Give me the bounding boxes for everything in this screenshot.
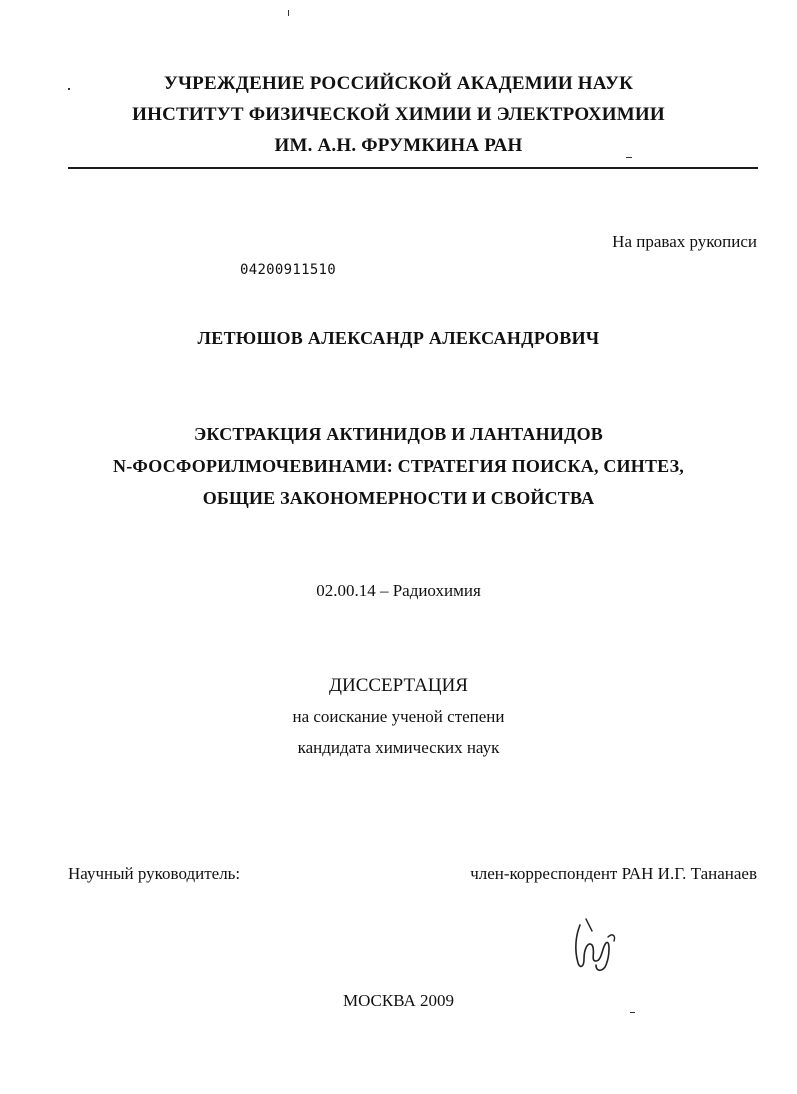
scan-speck	[626, 157, 632, 158]
institution-line-3: ИМ. А.Н. ФРУМКИНА РАН	[274, 135, 523, 156]
document-code: 04200911510	[240, 262, 337, 278]
scan-speck	[630, 1012, 635, 1013]
thesis-degree-line-2: кандидата химических наук	[297, 738, 500, 757]
header-divider	[68, 167, 758, 169]
city-year: МОСКВА 2009	[342, 991, 455, 1010]
thesis-degree-line-1: на соискание ученой степени	[292, 707, 505, 726]
author-name: ЛЕТЮШОВ АЛЕКСАНДР АЛЕКСАНДРОВИЧ	[197, 328, 600, 348]
title-line-1: ЭКСТРАКЦИЯ АКТИНИДОВ И ЛАНТАНИДОВ	[193, 424, 604, 444]
manuscript-rights-note: На правах рукописи	[612, 232, 757, 251]
title-line-3: ОБЩИЕ ЗАКОНОМЕРНОСТИ И СВОЙСТВА	[202, 488, 595, 508]
supervisor-name: член-корреспондент РАН И.Г. Тананаев	[470, 864, 757, 883]
scan-speck	[288, 10, 289, 16]
thesis-type: ДИССЕРТАЦИЯ	[329, 675, 468, 696]
scan-speck	[68, 88, 70, 90]
institution-line-2: ИНСТИТУТ ФИЗИЧЕСКОЙ ХИМИИ И ЭЛЕКТРОХИМИИ	[132, 104, 665, 125]
specialty: 02.00.14 – Радиохимия	[316, 581, 481, 600]
supervisor-label: Научный руководитель:	[68, 864, 241, 883]
institution-line-1: УЧРЕЖДЕНИЕ РОССИЙСКОЙ АКАДЕМИИ НАУК	[163, 73, 634, 94]
signature-mark	[566, 915, 626, 975]
title-line-2: N-ФОСФОРИЛМОЧЕВИНАМИ: СТРАТЕГИЯ ПОИСКА, СИНТЕЗ,	[113, 456, 684, 476]
